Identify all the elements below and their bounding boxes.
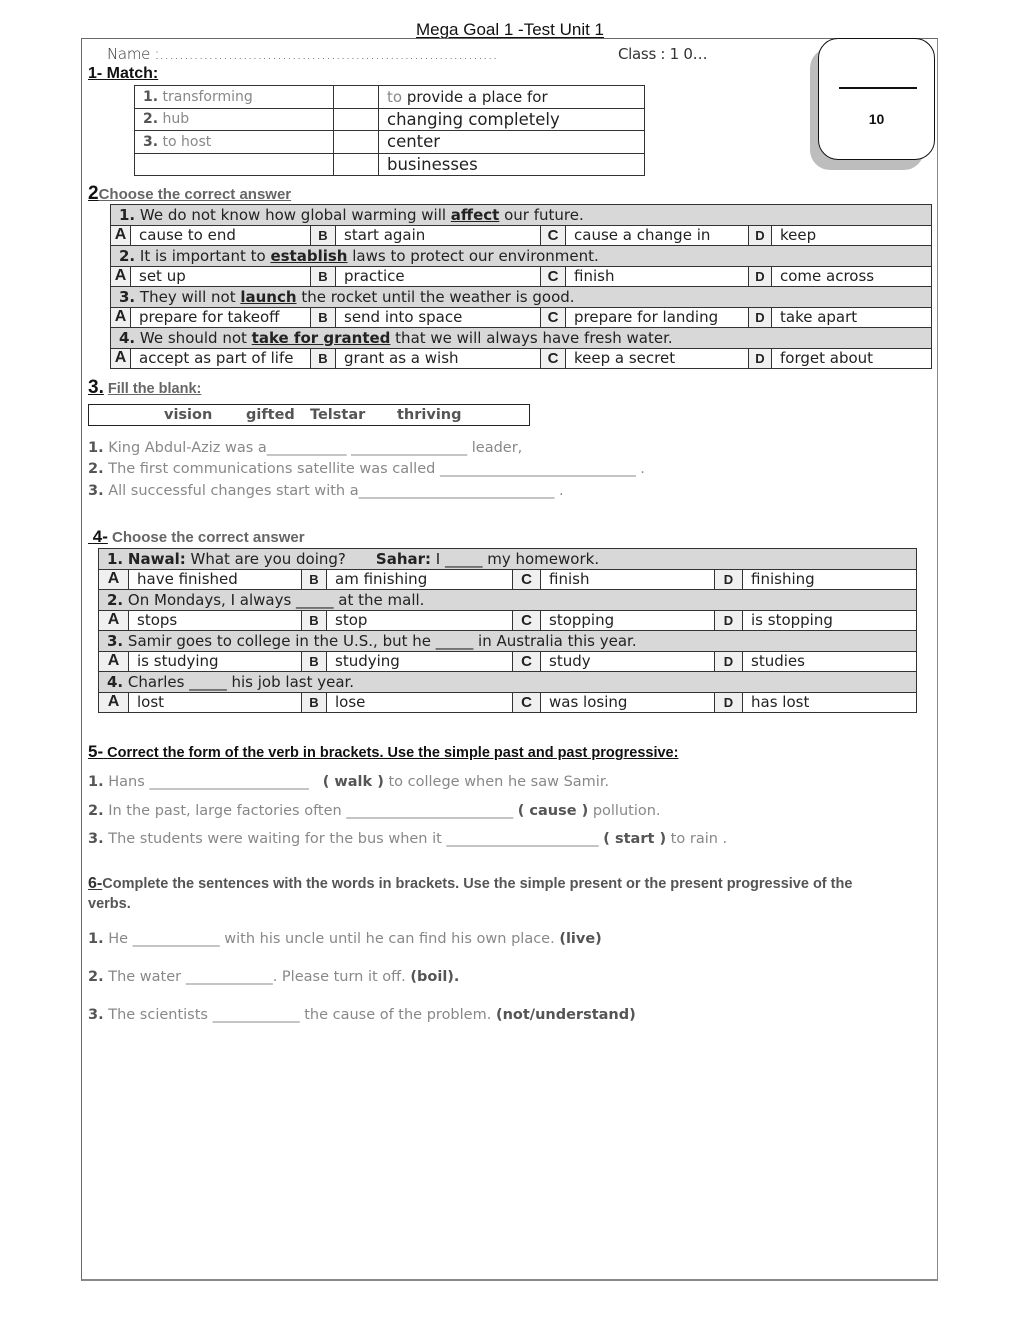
option-c[interactable]: study [541, 651, 715, 672]
option-b[interactable]: lose [327, 692, 513, 713]
option-a[interactable]: accept as part of life [131, 348, 311, 369]
option-letter-b[interactable]: B [311, 225, 336, 246]
option-d[interactable]: take apart [772, 307, 932, 328]
option-a[interactable]: have finished [129, 569, 302, 590]
match-right: center [379, 131, 645, 154]
match-right: businesses [379, 153, 645, 176]
question-row: 2. It is important to establish laws to protect our environment. [111, 246, 932, 267]
option-a[interactable]: prepare for takeoff [131, 307, 311, 328]
option-a[interactable]: lost [129, 692, 302, 713]
option-letter-b[interactable]: B [311, 307, 336, 328]
match-row [135, 86, 645, 109]
option-letter-d[interactable]: D [749, 266, 772, 287]
page-title: Mega Goal 1 -Test Unit 1 [415, 20, 605, 39]
present-form-item[interactable]: 3. The scientists ____________ the cause of the problem. (not/understand) [88, 1007, 636, 1023]
match-left [135, 153, 334, 176]
verb-form-item[interactable]: 3. The students were waiting for the bus when it _____________________ ( start ) to rain . [88, 831, 728, 847]
key-word: take for granted [251, 328, 391, 347]
verb-form-item[interactable]: 1. Hans ______________________ ( walk ) to college when he saw Samir. [88, 774, 610, 790]
option-a[interactable]: set up [131, 266, 311, 287]
mcq-table-section4 [98, 548, 917, 713]
option-letter-c[interactable]: C [513, 610, 541, 631]
option-letter-a[interactable]: A [99, 610, 129, 631]
option-letter-c[interactable]: C [541, 266, 566, 287]
match-table [134, 85, 645, 176]
option-a[interactable]: is studying [129, 651, 302, 672]
present-form-item[interactable]: 2. The water ____________. Please turn it off. (boil). [88, 969, 460, 985]
key-word: launch [240, 287, 297, 306]
option-letter-c[interactable]: C [541, 225, 566, 246]
section2-heading: 2Choose the correct answer [88, 183, 292, 204]
match-row [135, 153, 645, 176]
mcq-table-section2 [110, 204, 932, 369]
class-field[interactable]: Class : 1 0… [618, 45, 708, 63]
option-b[interactable]: stop [327, 610, 513, 631]
option-c[interactable]: was losing [541, 692, 715, 713]
match-left: 2. hub [135, 108, 334, 131]
question-row: 3. Samir goes to college in the U.S., but he _____ in Australia this year. [99, 631, 917, 652]
option-letter-d[interactable]: D [715, 651, 743, 672]
option-c[interactable]: keep a secret [566, 348, 749, 369]
match-left: 3. to host [135, 131, 334, 154]
option-c[interactable]: prepare for landing [566, 307, 749, 328]
option-letter-b[interactable]: B [302, 569, 327, 590]
word-bank-item: gifted [246, 407, 295, 423]
option-letter-b[interactable]: B [302, 651, 327, 672]
word-bank-item: thriving [397, 407, 462, 423]
fill-blank-item[interactable]: 1. King Abdul-Aziz was a___________ ________________ leader, [88, 440, 523, 456]
option-letter-b[interactable]: B [311, 348, 336, 369]
option-b[interactable]: studying [327, 651, 513, 672]
section5-heading: 5- Correct the form of the verb in brackets. Use the simple past and past progressive: [88, 742, 679, 761]
options-row [111, 348, 932, 369]
option-letter-b[interactable]: B [311, 266, 336, 287]
name-field[interactable]: Name :…………………………………………………………… [107, 45, 498, 63]
option-letter-c[interactable]: C [541, 348, 566, 369]
option-c[interactable]: finish [566, 266, 749, 287]
question-row: 4. We should not take for granted that we will always have fresh water. [111, 328, 932, 349]
option-b[interactable]: grant as a wish [336, 348, 541, 369]
match-right: to provide a place for [379, 86, 645, 109]
option-letter-a[interactable]: A [111, 307, 131, 328]
option-d[interactable]: keep [772, 225, 932, 246]
option-b[interactable]: send into space [336, 307, 541, 328]
options-row [99, 651, 917, 672]
key-word: establish [270, 246, 348, 265]
match-left: 1. transforming [135, 86, 334, 109]
options-row [99, 610, 917, 631]
verb-form-item[interactable]: 2. In the past, large factories often _______________________ ( cause ) pollution. [88, 803, 661, 819]
match-answer-cell[interactable] [334, 153, 379, 176]
options-row [111, 225, 932, 246]
option-letter-a[interactable]: A [111, 266, 131, 287]
options-row [111, 266, 932, 287]
option-a[interactable]: cause to end [131, 225, 311, 246]
option-letter-a[interactable]: A [99, 692, 129, 713]
option-letter-d[interactable]: D [749, 348, 772, 369]
option-letter-b[interactable]: B [302, 692, 327, 713]
match-row [135, 131, 645, 154]
word-bank-item: vision [164, 407, 213, 423]
option-letter-a[interactable]: A [99, 569, 129, 590]
question-row: 4. Charles _____ his job last year. [99, 672, 917, 693]
word-bank-item: Telstar [310, 407, 366, 423]
option-letter-c[interactable]: C [541, 307, 566, 328]
option-letter-c[interactable]: C [513, 692, 541, 713]
score-total: 10 [868, 111, 885, 127]
option-d[interactable]: studies [743, 651, 917, 672]
question-row: 1. We do not know how global warming will affect our future. [111, 205, 932, 226]
option-letter-d[interactable]: D [749, 307, 772, 328]
option-c[interactable]: stopping [541, 610, 715, 631]
section4-heading: 4- Choose the correct answer [92, 527, 305, 546]
option-a[interactable]: stops [129, 610, 302, 631]
options-row [99, 692, 917, 713]
option-letter-a[interactable]: A [111, 348, 131, 369]
option-b[interactable]: practice [336, 266, 541, 287]
option-letter-a[interactable]: A [99, 651, 129, 672]
key-word: affect [450, 205, 500, 224]
option-d[interactable]: forget about [772, 348, 932, 369]
option-letter-d[interactable]: D [749, 225, 772, 246]
section1-heading: 1- Match: [88, 65, 159, 82]
fill-blank-item[interactable]: 3. All successful changes start with a___________________________ . [88, 483, 564, 499]
match-answer-cell[interactable] [334, 131, 379, 154]
question-row: 3. They will not launch the rocket until the weather is good. [111, 287, 932, 308]
option-d[interactable]: come across [772, 266, 932, 287]
present-form-item[interactable]: 1. He ____________ with his uncle until he can find his own place. (live) [88, 931, 602, 947]
match-right: changing completely [379, 108, 645, 131]
section6-heading: 6-Complete the sentences with the words in brackets. Use the simple present or the present progressive of the verbs. [88, 875, 853, 912]
option-c[interactable]: finish [541, 569, 715, 590]
score-blank-line [839, 87, 917, 89]
match-row [135, 108, 645, 131]
question-row: 2. On Mondays, I always _____ at the mall. [99, 590, 917, 611]
match-answer-cell[interactable] [334, 86, 379, 109]
options-row [111, 307, 932, 328]
option-b[interactable]: start again [336, 225, 541, 246]
option-letter-d[interactable]: D [715, 610, 743, 631]
options-row [99, 569, 917, 590]
option-letter-d[interactable]: D [715, 692, 743, 713]
option-letter-b[interactable]: B [302, 610, 327, 631]
section3-heading: 3. Fill the blank: [88, 377, 202, 398]
score-box [818, 38, 935, 160]
option-letter-a[interactable]: A [111, 225, 131, 246]
question-row: 1. Nawal: What are you doing? Sahar: I _____ my homework. [99, 549, 917, 570]
option-c[interactable]: cause a change in [566, 225, 749, 246]
fill-blank-item[interactable]: 2. The first communications satellite was called ___________________________ . [88, 461, 645, 477]
option-letter-c[interactable]: C [513, 651, 541, 672]
word-bank [88, 404, 530, 426]
match-answer-cell[interactable] [334, 108, 379, 131]
option-letter-d[interactable]: D [715, 569, 743, 590]
option-d[interactable]: finishing [743, 569, 917, 590]
option-b[interactable]: am finishing [327, 569, 513, 590]
option-letter-c[interactable]: C [513, 569, 541, 590]
option-d[interactable]: has lost [743, 692, 917, 713]
option-d[interactable]: is stopping [743, 610, 917, 631]
